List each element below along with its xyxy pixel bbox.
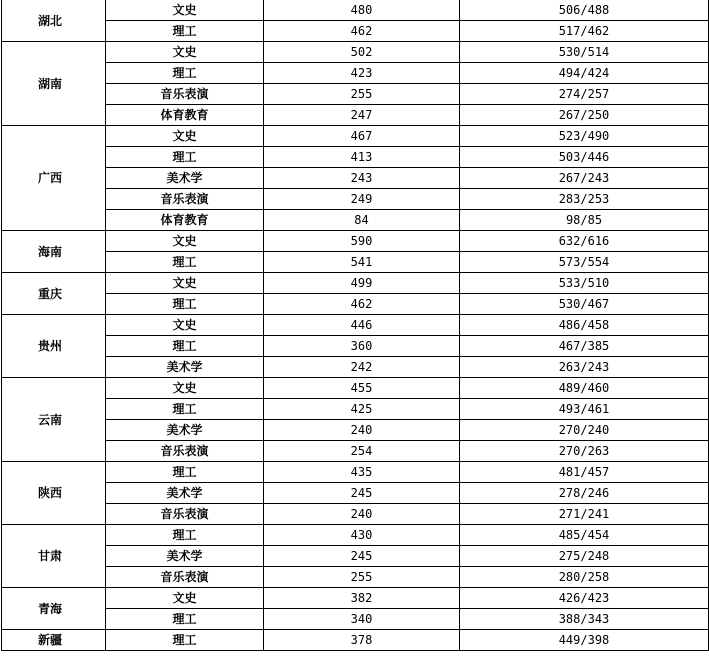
score-range-cell: 485/454	[460, 525, 709, 546]
score-range-cell: 274/257	[460, 84, 709, 105]
control-line-cell: 480	[264, 0, 460, 21]
control-line-cell: 455	[264, 378, 460, 399]
table-row	[2, 189, 709, 210]
table-row	[2, 462, 709, 483]
score-range-cell: 530/467	[460, 294, 709, 315]
control-line-cell: 360	[264, 336, 460, 357]
control-line-cell: 255	[264, 84, 460, 105]
score-range-cell: 270/263	[460, 441, 709, 462]
stream-cell: 理工	[106, 462, 264, 483]
control-line-cell: 249	[264, 189, 460, 210]
table-row	[2, 273, 709, 294]
score-table-body	[2, 0, 709, 651]
table-row	[2, 315, 709, 336]
stream-cell: 文史	[106, 42, 264, 63]
score-range-cell: 275/248	[460, 546, 709, 567]
score-range-cell: 506/488	[460, 0, 709, 21]
table-row	[2, 441, 709, 462]
table-row	[2, 336, 709, 357]
stream-cell: 音乐表演	[106, 504, 264, 525]
province-cell: 广西	[2, 126, 106, 231]
control-line-cell: 425	[264, 399, 460, 420]
stream-cell: 音乐表演	[106, 567, 264, 588]
stream-cell: 体育教育	[106, 105, 264, 126]
control-line-cell: 84	[264, 210, 460, 231]
control-line-cell: 245	[264, 546, 460, 567]
stream-cell: 美术学	[106, 168, 264, 189]
table-row	[2, 357, 709, 378]
table-row	[2, 21, 709, 42]
province-cell: 湖南	[2, 42, 106, 126]
stream-cell: 理工	[106, 525, 264, 546]
control-line-cell: 247	[264, 105, 460, 126]
table-row	[2, 546, 709, 567]
score-range-cell: 426/423	[460, 588, 709, 609]
control-line-cell: 430	[264, 525, 460, 546]
score-range-cell: 530/514	[460, 42, 709, 63]
control-line-cell: 413	[264, 147, 460, 168]
control-line-cell: 378	[264, 630, 460, 651]
score-range-cell: 486/458	[460, 315, 709, 336]
score-range-cell: 283/253	[460, 189, 709, 210]
stream-cell: 文史	[106, 315, 264, 336]
control-line-cell: 435	[264, 462, 460, 483]
stream-cell: 文史	[106, 231, 264, 252]
stream-cell: 理工	[106, 294, 264, 315]
table-row	[2, 525, 709, 546]
table-row	[2, 504, 709, 525]
control-line-cell: 242	[264, 357, 460, 378]
table-row	[2, 420, 709, 441]
control-line-cell: 240	[264, 504, 460, 525]
table-row	[2, 567, 709, 588]
province-cell: 重庆	[2, 273, 106, 315]
province-cell: 云南	[2, 378, 106, 462]
stream-cell: 理工	[106, 609, 264, 630]
table-row	[2, 252, 709, 273]
table-row	[2, 588, 709, 609]
score-range-cell: 98/85	[460, 210, 709, 231]
province-cell: 湖北	[2, 0, 106, 42]
score-range-cell: 388/343	[460, 609, 709, 630]
stream-cell: 文史	[106, 126, 264, 147]
table-row	[2, 84, 709, 105]
stream-cell: 音乐表演	[106, 189, 264, 210]
control-line-cell: 467	[264, 126, 460, 147]
stream-cell: 美术学	[106, 357, 264, 378]
control-line-cell: 382	[264, 588, 460, 609]
control-line-cell: 254	[264, 441, 460, 462]
stream-cell: 理工	[106, 336, 264, 357]
score-range-cell: 280/258	[460, 567, 709, 588]
stream-cell: 文史	[106, 273, 264, 294]
control-line-cell: 590	[264, 231, 460, 252]
table-row	[2, 63, 709, 84]
score-range-cell: 517/462	[460, 21, 709, 42]
score-range-cell: 632/616	[460, 231, 709, 252]
stream-cell: 体育教育	[106, 210, 264, 231]
control-line-cell: 462	[264, 21, 460, 42]
score-range-cell: 278/246	[460, 483, 709, 504]
stream-cell: 美术学	[106, 420, 264, 441]
stream-cell: 理工	[106, 21, 264, 42]
score-range-cell: 270/240	[460, 420, 709, 441]
score-range-cell: 489/460	[460, 378, 709, 399]
province-cell: 新疆	[2, 630, 106, 651]
table-row	[2, 630, 709, 651]
score-range-cell: 503/446	[460, 147, 709, 168]
score-range-cell: 533/510	[460, 273, 709, 294]
control-line-cell: 255	[264, 567, 460, 588]
control-line-cell: 462	[264, 294, 460, 315]
table-row	[2, 483, 709, 504]
stream-cell: 理工	[106, 63, 264, 84]
stream-cell: 理工	[106, 147, 264, 168]
control-line-cell: 541	[264, 252, 460, 273]
province-cell: 甘肃	[2, 525, 106, 588]
province-cell: 青海	[2, 588, 106, 630]
table-row	[2, 399, 709, 420]
control-line-cell: 340	[264, 609, 460, 630]
stream-cell: 文史	[106, 588, 264, 609]
stream-cell: 理工	[106, 252, 264, 273]
province-cell: 贵州	[2, 315, 106, 378]
table-row	[2, 231, 709, 252]
stream-cell: 文史	[106, 378, 264, 399]
score-range-cell: 271/241	[460, 504, 709, 525]
table-row	[2, 210, 709, 231]
stream-cell: 音乐表演	[106, 84, 264, 105]
admission-score-table	[1, 0, 709, 651]
score-range-cell: 494/424	[460, 63, 709, 84]
table-row	[2, 0, 709, 21]
control-line-cell: 240	[264, 420, 460, 441]
province-cell: 海南	[2, 231, 106, 273]
table-row	[2, 105, 709, 126]
table-row	[2, 168, 709, 189]
score-range-cell: 263/243	[460, 357, 709, 378]
score-range-cell: 523/490	[460, 126, 709, 147]
score-range-cell: 449/398	[460, 630, 709, 651]
control-line-cell: 243	[264, 168, 460, 189]
stream-cell: 音乐表演	[106, 441, 264, 462]
control-line-cell: 245	[264, 483, 460, 504]
control-line-cell: 499	[264, 273, 460, 294]
stream-cell: 美术学	[106, 546, 264, 567]
control-line-cell: 423	[264, 63, 460, 84]
table-row	[2, 609, 709, 630]
stream-cell: 理工	[106, 399, 264, 420]
control-line-cell: 446	[264, 315, 460, 336]
stream-cell: 文史	[106, 0, 264, 21]
score-range-cell: 267/243	[460, 168, 709, 189]
stream-cell: 美术学	[106, 483, 264, 504]
score-range-cell: 481/457	[460, 462, 709, 483]
table-row	[2, 126, 709, 147]
score-range-cell: 573/554	[460, 252, 709, 273]
control-line-cell: 502	[264, 42, 460, 63]
province-cell: 陕西	[2, 462, 106, 525]
table-row	[2, 147, 709, 168]
table-row	[2, 378, 709, 399]
score-range-cell: 493/461	[460, 399, 709, 420]
score-range-cell: 267/250	[460, 105, 709, 126]
stream-cell: 理工	[106, 630, 264, 651]
table-row	[2, 294, 709, 315]
table-row	[2, 42, 709, 63]
score-range-cell: 467/385	[460, 336, 709, 357]
